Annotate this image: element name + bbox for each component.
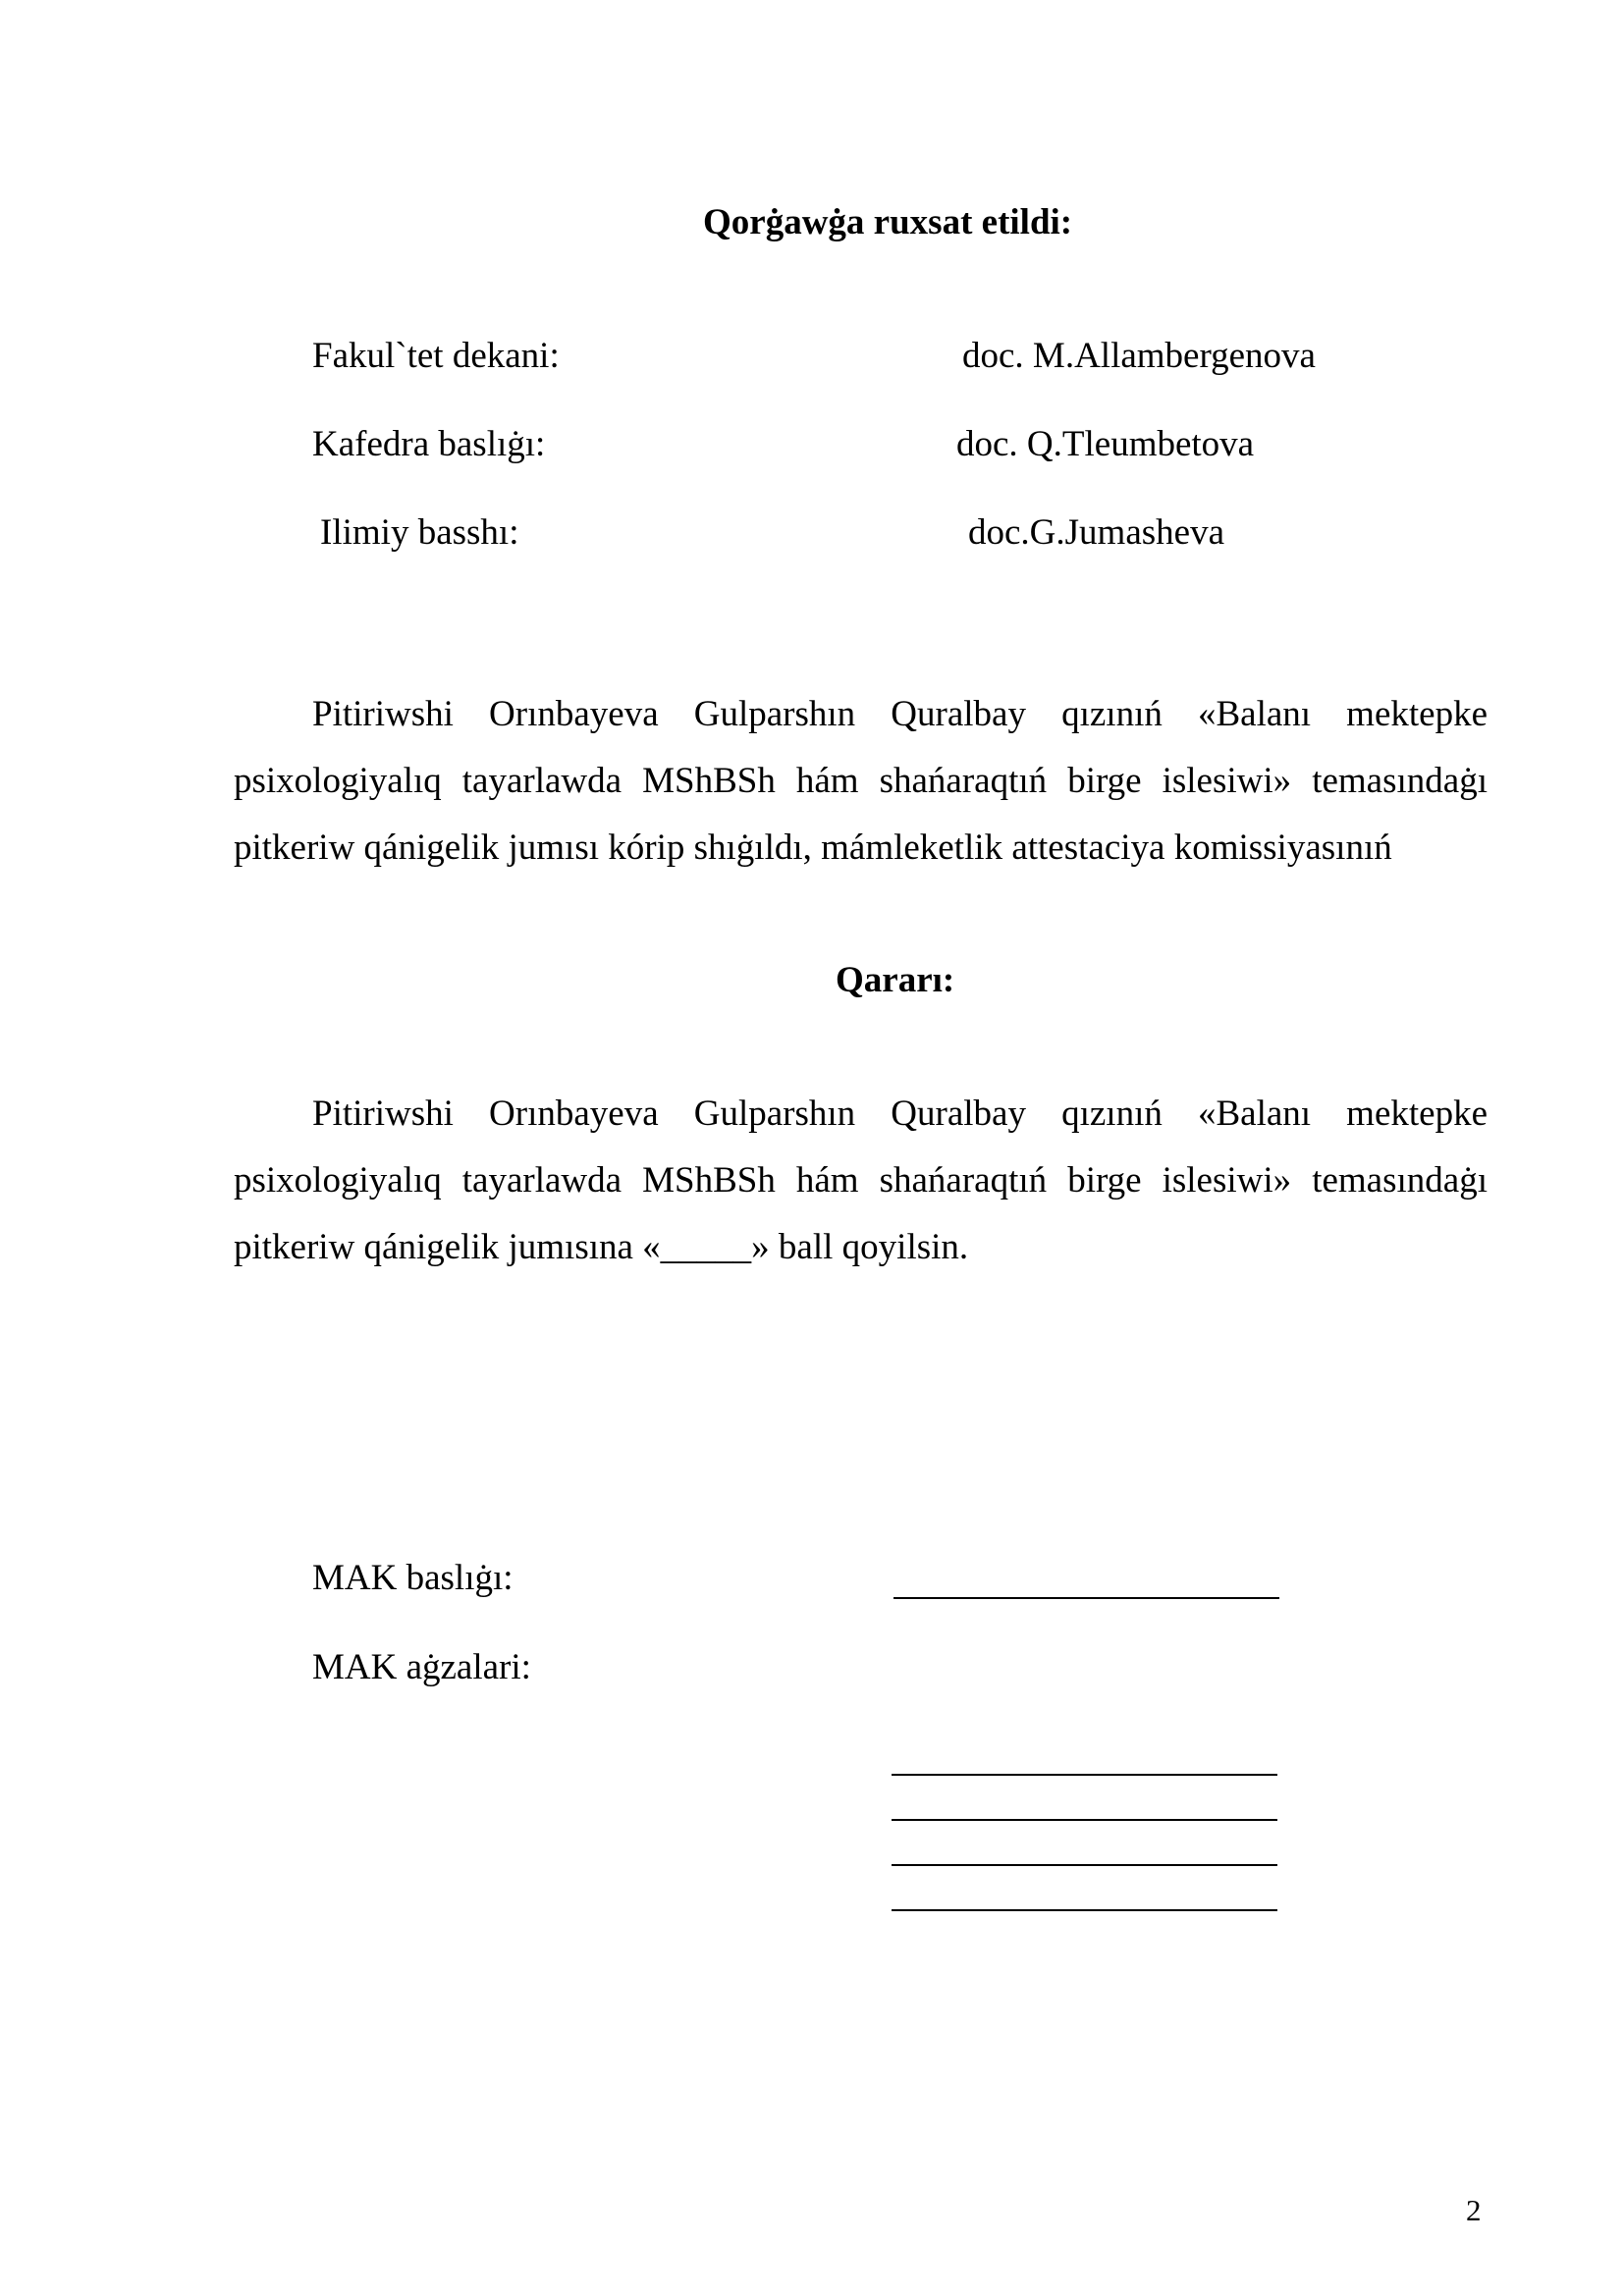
member-signature-line-2 <box>892 1819 1277 1821</box>
approval-role-chair: Kafedra baslıġı: <box>312 424 546 464</box>
member-signature-line-1 <box>892 1774 1277 1776</box>
intro-paragraph: Pitiriwshi Orınbayeva Gulparshın Quralbay qızınıń «Balanı mektepke psixologiyalıq tayarlawda MShBSh hám shańaraqtıń birge islesiwi» temasındaġı pitkeriw qánigelik jumısı kórip shıġıldı, mámleketlik attestaciya komissiyasınıń <box>234 694 1488 868</box>
approval-name-supervisor: doc.G.Jumasheva <box>968 512 1224 553</box>
commission-members-label: MAK aġzalari: <box>312 1647 531 1687</box>
member-signature-line-3 <box>892 1864 1277 1866</box>
decision-title: Qararı: <box>836 960 955 1000</box>
chair-signature-line <box>893 1597 1279 1599</box>
approval-role-supervisor: Ilimiy basshı: <box>320 512 519 553</box>
approval-name-dean: doc. M.Allambergenova <box>962 336 1316 376</box>
decision-paragraph: Pitiriwshi Orınbayeva Gulparshın Quralbay qızınıń «Balanı mektepke psixologiyalıq tayarlawda MShBSh hám shańaraqtıń birge islesiwi» temasındaġı pitkeriw qánigelik jumısına «_____» ball qoyilsin. <box>234 1094 1488 1267</box>
approval-role-dean: Fakul`tet dekani: <box>312 336 560 376</box>
approval-name-chair: doc. Q.Tleumbetova <box>956 424 1255 464</box>
member-signature-line-4 <box>892 1909 1277 1911</box>
page-number: 2 <box>1466 2193 1482 2227</box>
approval-title: Qorġawġa ruxsat etildi: <box>703 202 1073 242</box>
commission-chair-label: MAK baslıġı: <box>312 1558 514 1598</box>
